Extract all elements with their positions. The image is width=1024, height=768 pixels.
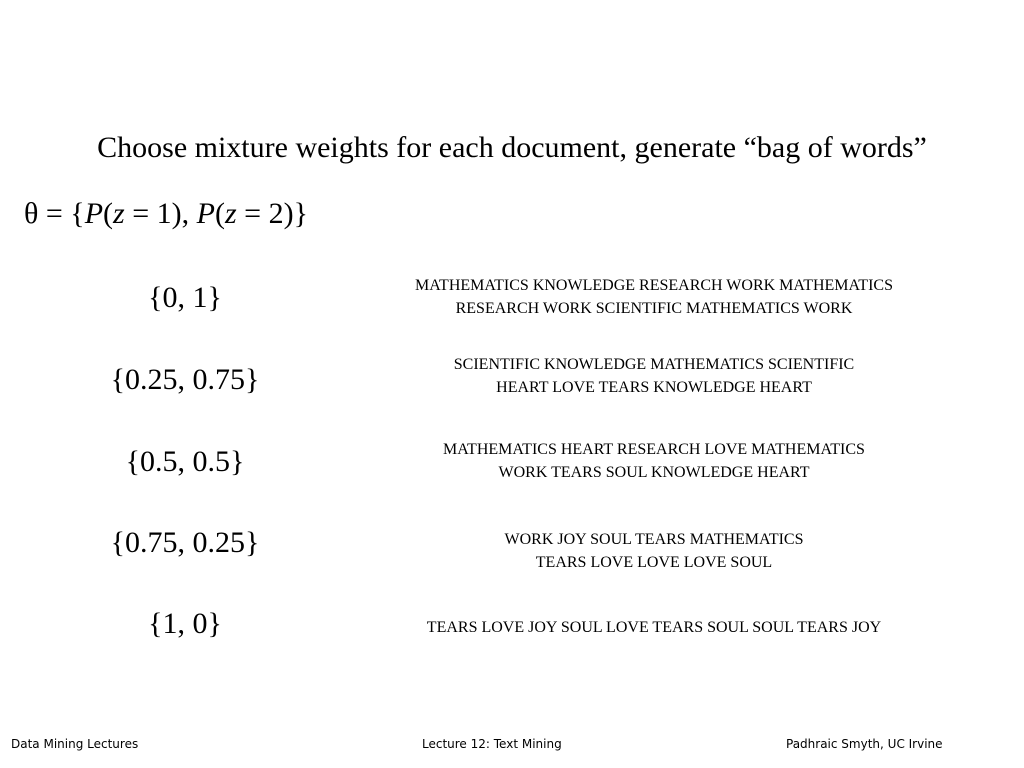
theta-rest2: = 2)}: [236, 197, 308, 230]
bag-of-words-5-line-1: TEARS LOVE JOY SOUL LOVE TEARS SOUL SOUL TEARS JOY: [426, 619, 882, 636]
bag-of-words-4-line-1: WORK JOY SOUL TEARS MATHEMATICS: [504, 531, 804, 548]
theta-rest1: = 1),: [124, 197, 197, 230]
bag-of-words-3-line-2: WORK TEARS SOUL KNOWLEDGE HEART: [498, 464, 810, 481]
theta-symbol: θ: [24, 197, 39, 230]
bag-of-words-1: [344, 274, 964, 320]
bag-of-words-3-line-1: MATHEMATICS HEART RESEARCH LOVE MATHEMATICS: [443, 441, 865, 458]
bag-of-words-2: [344, 353, 964, 399]
footer-course: Data Mining Lectures: [11, 737, 139, 751]
bag-of-words-4-line-2: TEARS LOVE LOVE LOVE SOUL: [535, 554, 773, 571]
slide-heading: Choose mixture weights for each document, generate “bag of words”: [97, 131, 927, 164]
bag-of-words-3: [344, 438, 964, 484]
mixture-weights-1: {0, 1}: [148, 281, 222, 314]
mixture-weights-3: {0.5, 0.5}: [125, 445, 245, 478]
bag-of-words-2-line-2: HEART LOVE TEARS KNOWLEDGE HEART: [496, 379, 812, 396]
theta-p1: P: [84, 197, 104, 230]
footer-lecture: Lecture 12: Text Mining: [422, 737, 562, 751]
bag-of-words-1-line-2: RESEARCH WORK SCIENTIFIC MATHEMATICS WORK: [455, 300, 853, 317]
theta-definition: [24, 197, 308, 231]
theta-equals-open: = {: [38, 197, 85, 230]
bag-of-words-4: [344, 528, 964, 574]
mixture-weights-5: {1, 0}: [148, 607, 222, 640]
theta-open2: (: [214, 197, 225, 230]
bag-of-words-2-line-1: SCIENTIFIC KNOWLEDGE MATHEMATICS SCIENTIFIC: [453, 356, 855, 373]
bag-of-words-5: [344, 616, 964, 639]
bag-of-words-1-line-1: MATHEMATICS KNOWLEDGE RESEARCH WORK MATHEMATICS: [415, 277, 893, 294]
theta-p2: P: [196, 197, 215, 230]
mixture-weights-2: {0.25, 0.75}: [110, 363, 260, 396]
footer-author: Padhraic Smyth, UC Irvine: [786, 737, 943, 751]
theta-open1: (: [103, 197, 114, 230]
mixture-weights-4: {0.75, 0.25}: [110, 526, 260, 559]
theta-z1: z: [113, 197, 125, 230]
theta-z2: z: [224, 197, 237, 230]
